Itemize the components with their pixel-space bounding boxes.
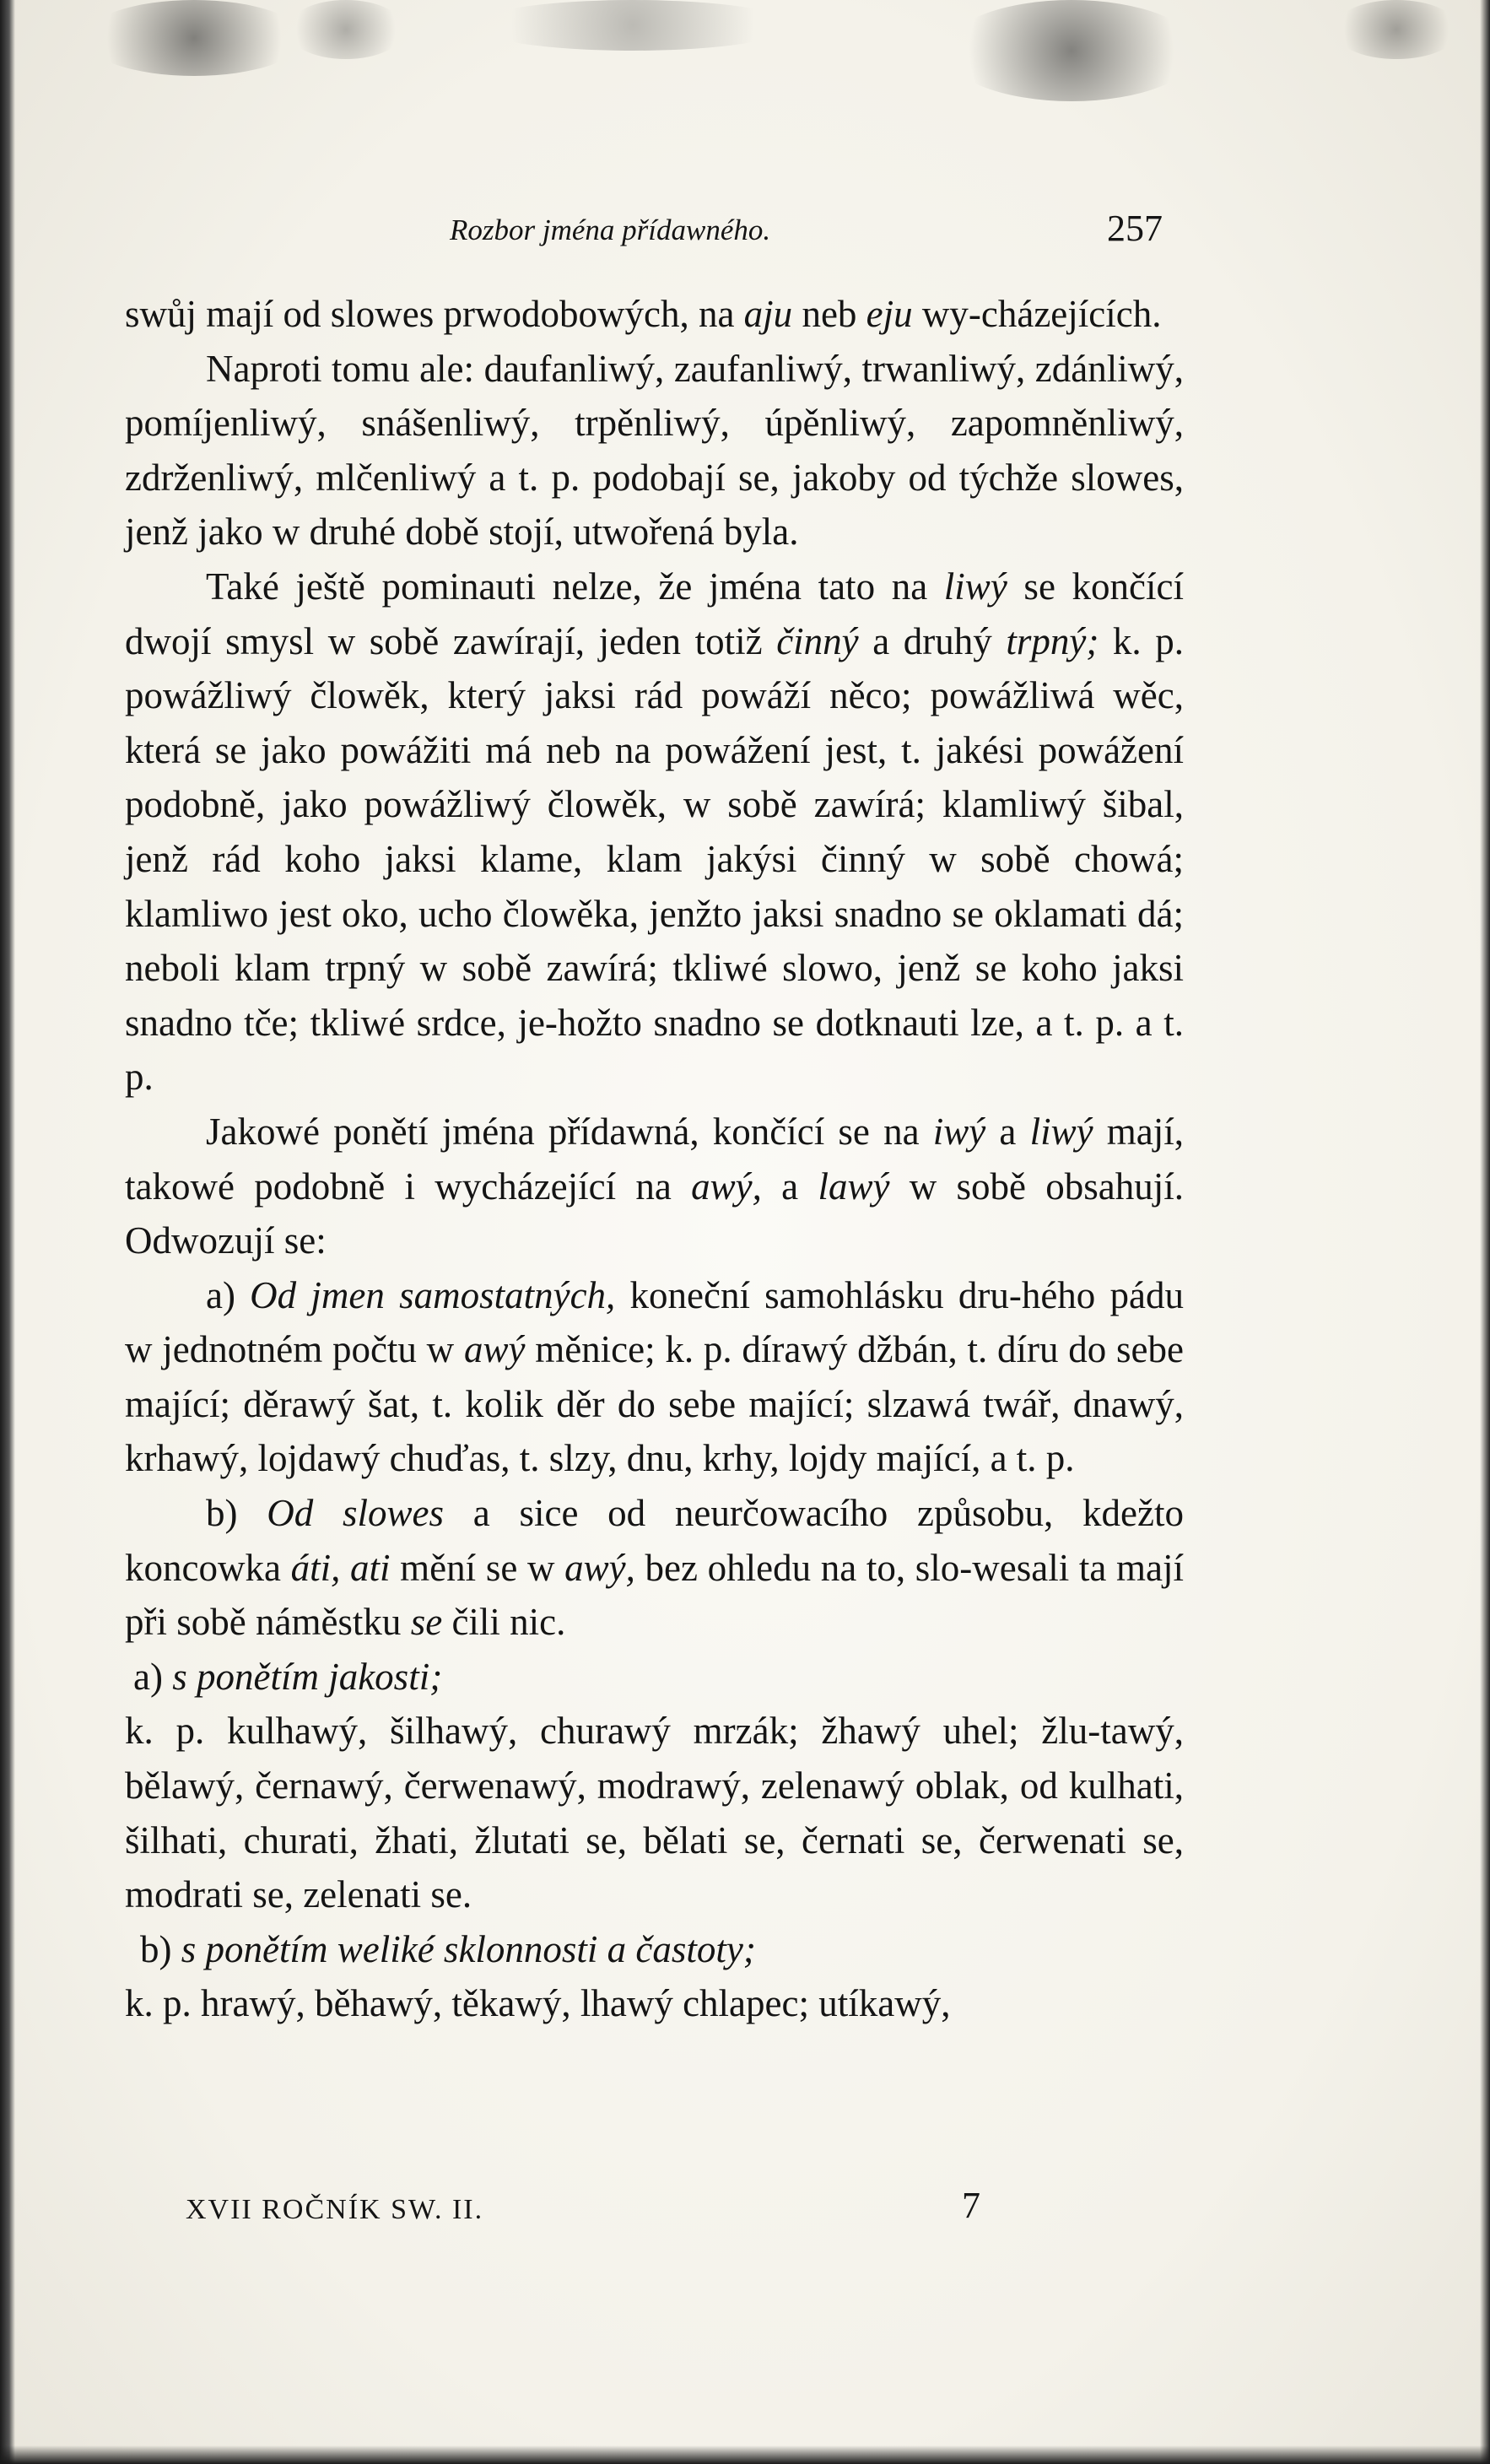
italic-term: s ponětím weliké sklonnosti a častoty; [181,1927,756,1970]
text-run: a) [206,1273,251,1316]
text-run: čili nic. [442,1601,566,1644]
paragraph [125,342,1184,559]
italic-term: Od slowes [267,1492,444,1535]
italic-term: awý, [691,1164,762,1208]
text-run: Také ještě pominauti nelze, že jména tato na [206,565,944,608]
page-header [125,207,1163,257]
scan-left-edge [0,0,15,2464]
scan-smudge [84,0,304,76]
text-run: koneční samohlásku dru-hého pádu w jednotném počtu w [125,1273,1184,1371]
scan-smudge [287,0,405,59]
paragraph [125,1704,1184,1921]
sheet-number: 7 [962,2185,980,2226]
text-run: b) [206,1492,267,1535]
paragraph [125,1268,1184,1486]
paragraph [125,559,1184,1105]
scan-bottom-edge [0,2445,1490,2464]
italic-term: lawý [818,1164,890,1208]
italic-term: s ponětím jakosti; [172,1655,443,1698]
page-footer [186,2184,1029,2234]
text-run: a [761,1164,818,1208]
paragraph [125,1650,1184,1705]
italic-term: Od jmen samostatných, [250,1273,616,1316]
printer-signature: XVII ROČNÍK SW. II. [186,2194,484,2225]
text-run: k. p. hrawý, běhawý, těkawý, lhawý chlapec; utíkawý, [125,1982,951,2025]
text-run: mění se w [390,1546,565,1589]
italic-term: trpný; [1006,619,1099,662]
text-run: neb [792,293,866,335]
text-run: a [985,1110,1030,1153]
text-run: w sobě obsahují. Odwozují se: [125,1164,1184,1262]
text-run: a) [133,1655,173,1698]
paragraph [125,1486,1184,1650]
italic-term: iwý [932,1110,986,1153]
italic-term: činný [776,619,859,662]
body-text [125,287,1184,2031]
italic-term: awý, [564,1546,635,1589]
scan-smudge [945,0,1198,101]
text-run: wy-cházejících. [912,293,1162,335]
paragraph [125,287,1184,342]
italic-term: se [410,1601,443,1644]
paragraph [125,1105,1184,1268]
text-run: bez ohledu na to, slo-wesali ta mají při sobě náměstku [125,1546,1184,1644]
paragraph [125,1976,1184,2031]
text-run: mají, takowé podobně i wycházející na [125,1110,1184,1208]
italic-term: awý [463,1328,526,1371]
text-run: Jakowé ponětí jména přídawná, končící se na [206,1110,933,1153]
scan-smudge [472,0,793,51]
scan-smudge [1333,0,1460,59]
italic-term: aju [743,293,793,335]
paragraph [125,1922,1184,1977]
text-run: k. p. kulhawý, šilhawý, churawý mrzák; žhawý uhel; žlu-tawý, bělawý, černawý, čerwenawý, modrawý, zelenawý oblak, od kulhati, šilhati, churati, žhati, žlutati se, bělati se, černati se, čerwenati se, modrati se, zelenati se. [125,1710,1184,1916]
italic-term: liwý [943,565,1007,608]
text-run: a sice od neurčowacího způsobu, kdežto koncowka [125,1492,1184,1589]
italic-term: liwý [1029,1110,1093,1153]
page-number: 257 [1107,208,1163,249]
text-run: se končící dwojí smysl w sobě zawírají, jeden totiž [125,565,1184,662]
text-run: b) [140,1927,181,1970]
italic-term: áti, ati [290,1546,391,1589]
text-run: swůj mají od slowes prwodobowých, na [125,293,744,335]
text-run: k. p. powážliwý člowěk, který jaksi rád powáží něco; powážliwá wěc, která se jako powážiti má neb na powážení jest, t. jakési powážení podobně, jako powážliwý člowěk, w sobě zawírá; klamliwý šibal, jenž rád koho jaksi klame, klam jakýsi činný w sobě chowá; klamliwo jest oko, ucho člowěka, jenžto jaksi snadno se oklamati dá; neboli klam trpný w sobě zawírá; tkliwé slowo, jenž se koho jaksi snadno tče; tkliwé srdce, je-hožto snadno se dotknauti lze, a t. p. a t. p. [125,619,1185,1099]
text-run: a druhý [858,619,1007,662]
scan-right-edge [1480,0,1490,2464]
text-run: Naproti tomu ale: daufanliwý, zaufanliwý, trwanliwý, zdánliwý, pomíjenliwý, snášenliwý, trpěnliwý, úpěnliwý, zapomněnliwý, zdrženliwý, mlčenliwý a t. p. podobají se, jakoby od týchže slowes, jenž jako w druhé době stojí, utwořená byla. [125,347,1184,554]
text-run: měnice; k. p. dírawý džbán, t. díru do sebe mající; děrawý šat, t. kolik děr do sebe mající; slzawá twář, dnawý, krhawý, lojdawý chuďas, t. slzy, dnu, krhy, lojdy mající, a t. p. [125,1328,1184,1480]
running-title: Rozbor jména přídawného. [450,213,771,246]
italic-term: eju [866,293,913,335]
